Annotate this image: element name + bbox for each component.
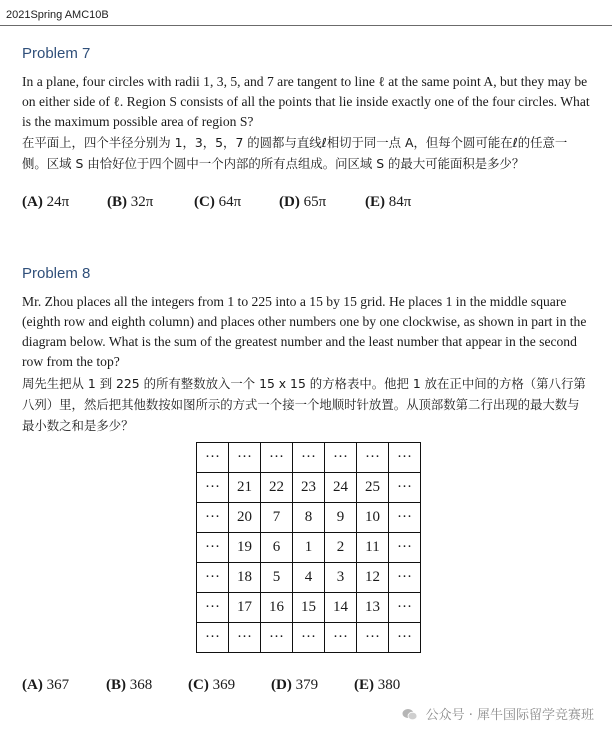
answer-choice-e: [365, 194, 411, 211]
grid-cell: 3: [325, 563, 357, 593]
choice-letter: (E): [365, 194, 385, 210]
grid-cell: 4: [293, 563, 325, 593]
grid-cell-ellipsis: ···: [389, 563, 421, 593]
grid-cell-ellipsis: ···: [389, 473, 421, 503]
grid-cell-ellipsis: ···: [197, 473, 229, 503]
grid-cell: 5: [261, 563, 293, 593]
grid-cell-ellipsis: ···: [197, 533, 229, 563]
grid-row: [197, 443, 421, 473]
grid-cell-ellipsis: ···: [389, 623, 421, 653]
choice-value: 380: [377, 677, 401, 693]
problem-8-heading: Problem 8: [22, 265, 91, 282]
choice-value: 379: [295, 677, 319, 693]
grid-cell-ellipsis: ···: [389, 533, 421, 563]
choice-value: 369: [212, 677, 236, 693]
answer-choice-d: [279, 194, 326, 211]
grid-cell-ellipsis: ···: [261, 443, 293, 473]
problem-8-english-text: Mr. Zhou places all the integers from 1 to 225 into a 15 by 15 grid. He places 1 in the middle square (eighth row and eighth column) and places other numbers one by one clockwise, as shown in part in the diagram below. What is the sum of the greatest number and the least number that appear in the second row from the top?: [22, 294, 587, 369]
choice-value: 65π: [303, 194, 327, 210]
grid-cell: 13: [357, 593, 389, 623]
grid-row: [197, 593, 421, 623]
grid-cell: 2: [325, 533, 357, 563]
grid-cell-ellipsis: ···: [293, 623, 325, 653]
grid-cell: 23: [293, 473, 325, 503]
grid-cell: 11: [357, 533, 389, 563]
answer-choice-c: [188, 677, 235, 694]
choice-value: 32π: [130, 194, 154, 210]
choice-letter: (A): [22, 677, 43, 693]
grid-cell-ellipsis: ···: [261, 623, 293, 653]
grid-row: [197, 533, 421, 563]
grid-cell: 10: [357, 503, 389, 533]
answer-choice-b: [107, 194, 153, 211]
watermark-text: 公众号 · 犀牛国际留学竞赛班: [425, 708, 594, 723]
grid-cell-ellipsis: ···: [229, 443, 261, 473]
grid-cell-ellipsis: ···: [357, 443, 389, 473]
spiral-number-grid: [196, 442, 421, 653]
grid-cell: 6: [261, 533, 293, 563]
grid-cell-ellipsis: ···: [229, 623, 261, 653]
grid-cell: 15: [293, 593, 325, 623]
grid-cell: 24: [325, 473, 357, 503]
grid-cell: 16: [261, 593, 293, 623]
choice-value: 24π: [46, 194, 70, 210]
wechat-icon: [402, 708, 422, 723]
grid-cell: 20: [229, 503, 261, 533]
grid-cell: 12: [357, 563, 389, 593]
choice-letter: (C): [188, 677, 209, 693]
answer-choice-d: [271, 677, 318, 694]
grid-cell: 22: [261, 473, 293, 503]
grid-cell-ellipsis: ···: [197, 503, 229, 533]
answer-choice-e: [354, 677, 400, 694]
grid-row: [197, 503, 421, 533]
grid-cell: 8: [293, 503, 325, 533]
choice-value: 84π: [388, 194, 412, 210]
grid-cell: 19: [229, 533, 261, 563]
answer-choice-b: [106, 677, 152, 694]
choice-value: 367: [46, 677, 70, 693]
watermark-footer: [402, 704, 594, 723]
grid-cell: 7: [261, 503, 293, 533]
choice-letter: (C): [194, 194, 215, 210]
answer-choice-a: [22, 194, 69, 211]
grid-cell: 21: [229, 473, 261, 503]
problem-7-heading: Problem 7: [22, 45, 91, 62]
choice-value: 64π: [218, 194, 242, 210]
problem-7-chinese-text: 在平面上，四个半径分别为 1，3，5，7 的圆都与直线ℓ相切于同一点 A，但每个圆可能在ℓ的任意一侧。区域 S 由恰好位于四个圆中一个内部的所有点组成。问区域 S 的最大可能面积是多少？: [22, 135, 568, 171]
grid-cell-ellipsis: ···: [389, 503, 421, 533]
grid-cell: 17: [229, 593, 261, 623]
grid-cell: 18: [229, 563, 261, 593]
document-header: 2021Spring AMC10B: [6, 9, 109, 21]
header-divider: [0, 25, 612, 26]
answer-choice-a: [22, 677, 69, 694]
grid-row: [197, 473, 421, 503]
grid-cell-ellipsis: ···: [357, 623, 389, 653]
choice-letter: (D): [271, 677, 292, 693]
choice-value: 368: [129, 677, 153, 693]
grid-cell-ellipsis: ···: [325, 443, 357, 473]
grid-cell: 1: [293, 533, 325, 563]
grid-row: [197, 623, 421, 653]
choice-letter: (A): [22, 194, 43, 210]
grid-cell-ellipsis: ···: [197, 623, 229, 653]
grid-cell-ellipsis: ···: [197, 593, 229, 623]
choice-letter: (E): [354, 677, 374, 693]
grid-cell-ellipsis: ···: [389, 443, 421, 473]
grid-cell-ellipsis: ···: [293, 443, 325, 473]
grid-cell-ellipsis: ···: [325, 623, 357, 653]
grid-cell-ellipsis: ···: [389, 593, 421, 623]
grid-cell-ellipsis: ···: [197, 563, 229, 593]
grid-cell: 25: [357, 473, 389, 503]
choice-letter: (D): [279, 194, 300, 210]
grid-cell-ellipsis: ···: [197, 443, 229, 473]
answer-choice-c: [194, 194, 241, 211]
problem-7-english-text: In a plane, four circles with radii 1, 3, 5, and 7 are tangent to line ℓ at the same point A, but they may be on either side of ℓ. Region S consists of all the points that lie inside exactly one of the four circles. What is the maximum possible area of region S?: [22, 74, 590, 129]
problem-8-chinese-text: 周先生把从 1 到 225 的所有整数放入一个 15 x 15 的方格表中。他把 1 放在正中间的方格（第八行第八列）里，然后把其他数按如图所示的方式一个接一个地顺时针放置。从顶部数第二行出现的最大数与最小数之和是多少？: [22, 376, 586, 433]
grid-row: [197, 563, 421, 593]
grid-cell: 9: [325, 503, 357, 533]
choice-letter: (B): [107, 194, 127, 210]
grid-cell: 14: [325, 593, 357, 623]
choice-letter: (B): [106, 677, 126, 693]
